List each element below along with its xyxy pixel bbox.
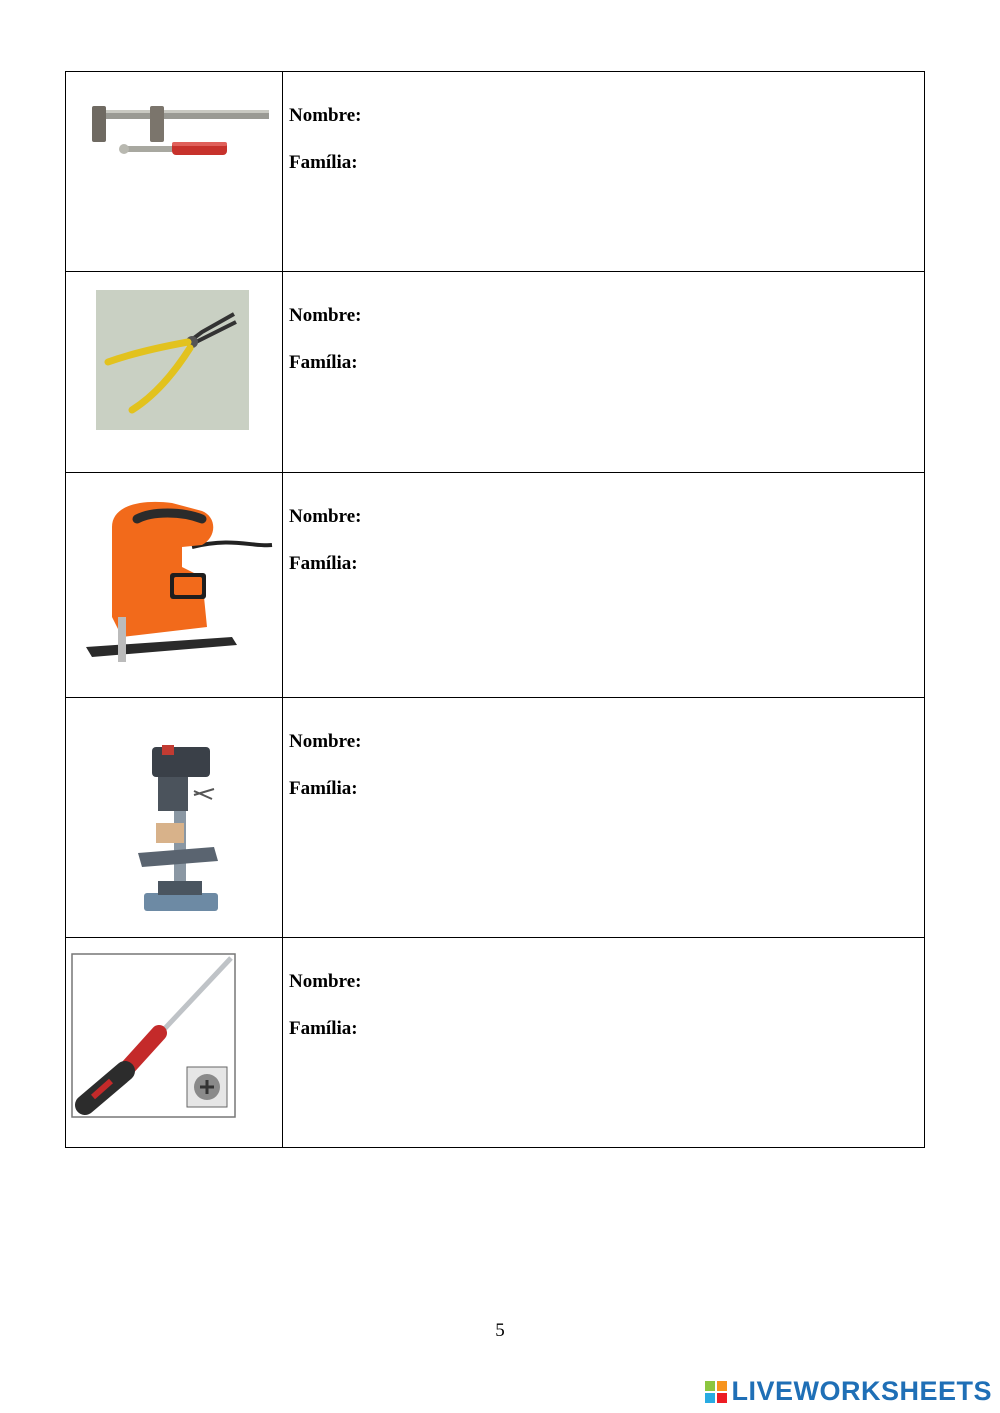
nombre-answer-field[interactable] [373,728,914,752]
table-row [66,72,925,272]
nombre-label: Nombre: [289,105,362,126]
tool-image-cell [66,698,283,938]
familia-label: Família: [289,352,358,373]
page-number: 5 [495,1320,505,1341]
nombre-answer-field[interactable] [373,302,914,326]
pliers-icon [96,290,249,430]
table-row [66,473,925,698]
answer-cell [283,72,925,272]
nombre-answer-field[interactable] [373,968,914,992]
familia-answer-field[interactable] [373,775,914,799]
liveworksheets-logo-icon [705,1381,727,1403]
familia-answer-field[interactable] [373,1015,914,1039]
screwdriver-icon [71,953,236,1118]
familia-label: Família: [289,152,358,173]
table-row [66,272,925,473]
familia-label: Família: [289,778,358,799]
bar-clamp-icon [84,102,274,162]
answer-cell [283,473,925,698]
nombre-answer-field[interactable] [373,102,914,126]
brand-name: LIVEWORKSHEETS [731,1376,992,1406]
worksheet-table [65,71,925,1148]
nombre-label: Nombre: [289,506,362,527]
familia-answer-field[interactable] [373,149,914,173]
tool-image-cell [66,272,283,473]
table-row [66,698,925,938]
familia-answer-field[interactable] [373,550,914,574]
tool-image-cell [66,938,283,1148]
drill-press-icon [134,743,234,923]
tool-image-cell [66,72,283,272]
answer-cell [283,272,925,473]
brand-watermark [705,1376,992,1407]
tool-image-cell [66,473,283,698]
familia-label: Família: [289,1018,358,1039]
nombre-label: Nombre: [289,305,362,326]
familia-label: Família: [289,553,358,574]
nombre-label: Nombre: [289,731,362,752]
answer-cell [283,938,925,1148]
answer-cell [283,698,925,938]
nombre-label: Nombre: [289,971,362,992]
table-row [66,938,925,1148]
familia-answer-field[interactable] [373,349,914,373]
jigsaw-icon [82,497,277,672]
nombre-answer-field[interactable] [373,503,914,527]
